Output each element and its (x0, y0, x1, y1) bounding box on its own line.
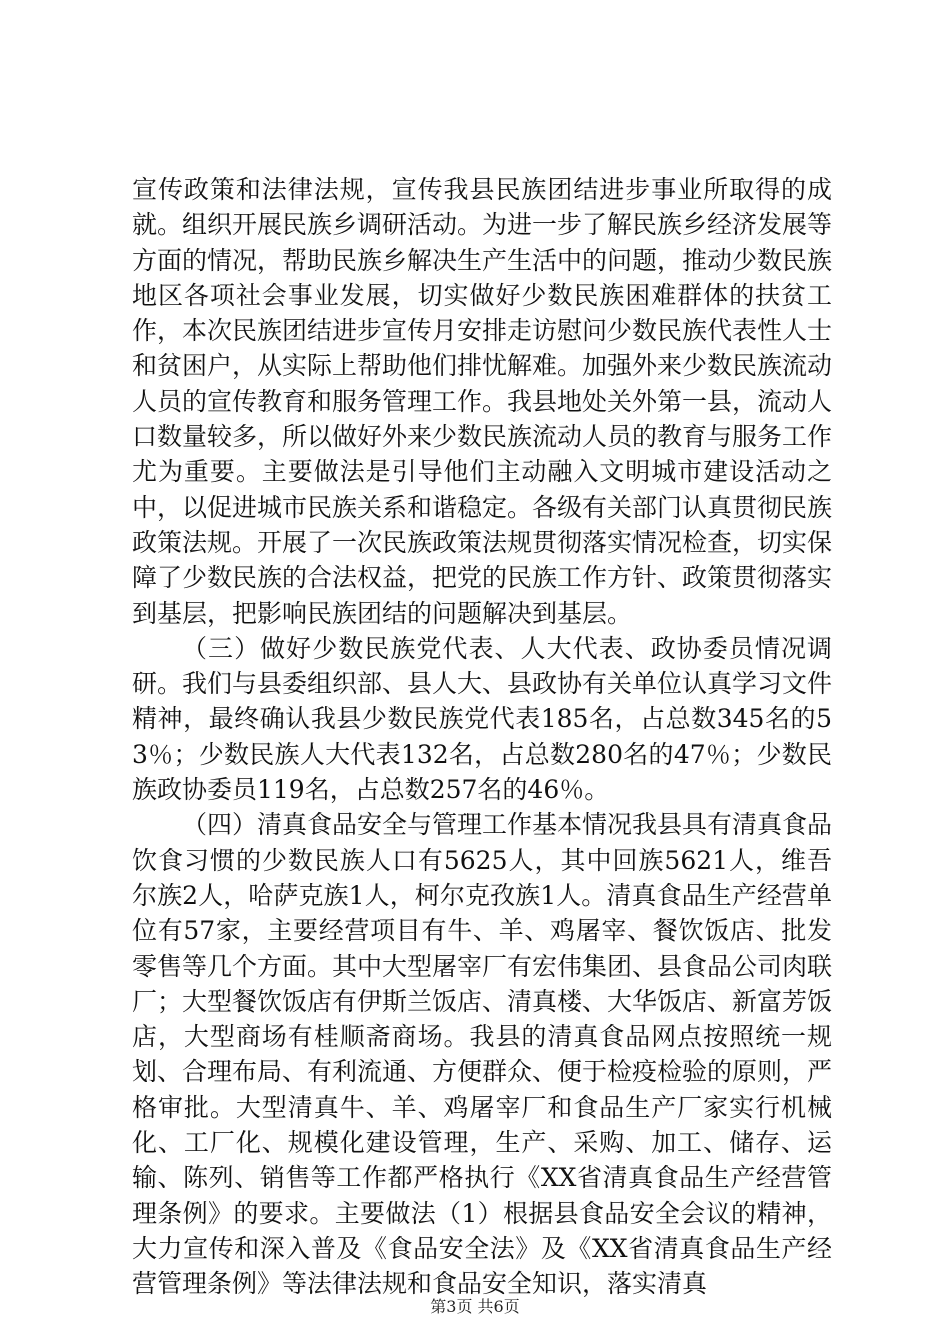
paragraph-section-three: （三）做好少数民族党代表、人大代表、政协委员情况调研。我们与县委组织部、县人大、县政协有关单位认真学习文件精神，最终确认我县少数民族党代表185名，占总数345名的53％；少数民族人大代表132名，占总数280名的47％；少数民族政协委员119名，占总数257名的46％。 (132, 633, 833, 805)
page-footer: 第3页 共6页 (430, 1297, 520, 1316)
paragraph-continuation: 宣传政策和法律法规，宣传我县民族团结进步事业所取得的成就。组织开展民族乡调研活动。为进一步了解民族乡经济发展等方面的情况，帮助民族乡解决生产生活中的问题，推动少数民族地区各项社会事业发展，切实做好少数民族困难群体的扶贫工作，本次民族团结进步宣传月安排走访慰问少数民族代表性人士和贫困户，从实际上帮助他们排忧解难。加强外来少数民族流动人员的宣传教育和服务管理工作。我县地处关外第一县，流动人口数量较多，所以做好外来少数民族流动人员的教育与服务工作尤为重要。主要做法是引导他们主动融入文明城市建设活动之中，以促进城市民族关系和谐稳定。各级有关部门认真贯彻民族政策法规。开展了一次民族政策法规贯彻落实情况检查，切实保障了少数民族的合法权益，把党的民族工作方针、政策贯彻落实到基层，把影响民族团结的问题解决到基层。 (132, 175, 833, 628)
paragraph-section-four: （四）清真食品安全与管理工作基本情况我县具有清真食品饮食习惯的少数民族人口有5625人，其中回族5621人，维吾尔族2人，哈萨克族1人，柯尔克孜族1人。清真食品生产经营单位有57家，主要经营项目有牛、羊、鸡屠宰、餐饮饭店、批发零售等几个方面。其中大型屠宰厂有宏伟集团、县食品公司肉联厂；大型餐饮饭店有伊斯兰饭店、清真楼、大华饭店、新富芳饭店，大型商场有桂顺斋商场。我县的清真食品网点按照统一规划、合理布局、有利流通、方便群众、便于检疫检验的原则，严格审批。大型清真牛、羊、鸡屠宰厂和食品生产厂家实行机械化、工厂化、规模化建设管理，生产、采购、加工、储存、运输、陈列、销售等工作都严格执行《XX省清真食品生产经营管理条例》的要求。主要做法（1）根据县食品安全会议的精神，大力宣传和深入普及《食品安全法》及《XX省清真食品生产经营管理条例》等法律法规和食品安全知识，落实清真 (132, 810, 833, 1299)
document-body (132, 172, 832, 1302)
